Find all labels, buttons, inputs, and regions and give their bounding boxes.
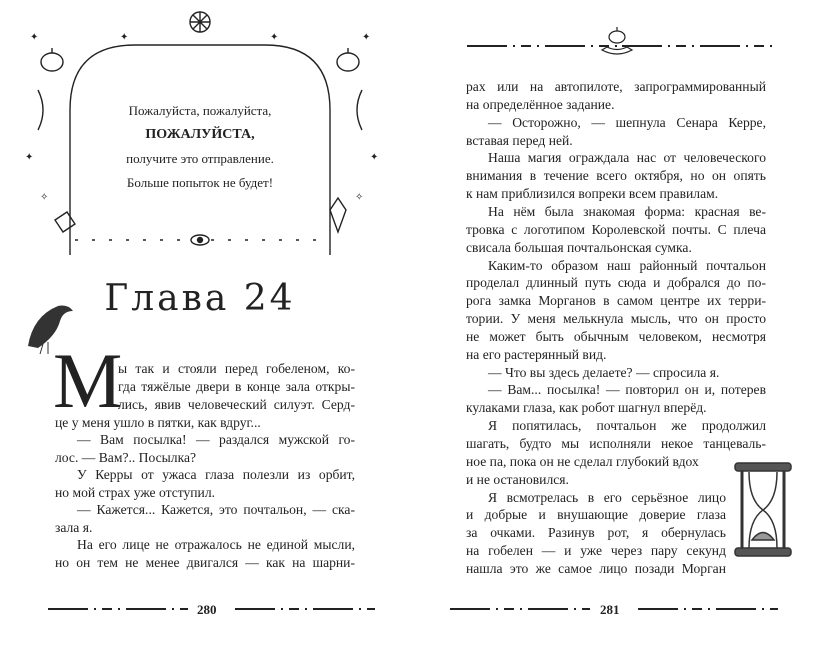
text-line: ное па, пока он не сделал глубокий вдох — [466, 453, 699, 469]
text-line: це у меня ушло в пятки, как вдруг... — [55, 415, 261, 430]
svg-text:✦: ✦ — [25, 152, 34, 163]
svg-text:✧: ✧ — [355, 192, 364, 203]
page-number: 280 — [197, 602, 217, 617]
svg-text:✦: ✦ — [30, 32, 39, 43]
drop-cap: М — [53, 337, 123, 424]
text-line: Каким-то образом наш районный почтальон — [488, 257, 766, 273]
text-line: рога замка Морганов в самом центре их терри- — [466, 293, 766, 309]
text-line: У Керры от ужаса глаза полезли из орбит, — [77, 467, 355, 482]
text-line: Я всмотрелась в его серьёзное лицо — [488, 489, 726, 505]
text-line: на определённое задание. — [466, 96, 615, 112]
text-line: лись, явив человеческий силуэт. Серд- — [118, 397, 355, 412]
text-line: тории. У меня мелькнула мысль, что он просто — [466, 311, 766, 327]
footer-ornament — [48, 604, 188, 614]
frame-text-line: Больше попыток не будет! — [126, 175, 274, 190]
text-line: — Что вы здесь делаете? — спросила я. — [488, 364, 720, 380]
text-line: Наша магия ограждала нас от человеческого — [488, 150, 766, 166]
text-line: свисала большая почтальонская сумка. — [466, 239, 692, 255]
text-line: — Осторожно, — шепнула Сенара Керре, — [488, 114, 766, 130]
frame-text-line: получите это отправление. — [126, 151, 274, 166]
text-line: зала я. — [55, 520, 93, 535]
svg-text:✦: ✦ — [370, 152, 379, 163]
text-line: за очками. Разинув рот, я обернулась — [466, 525, 726, 541]
footer-ornament — [450, 604, 590, 614]
text-line: — Кажется... Кажется, это почтальон, — ска- — [77, 502, 355, 517]
text-line: нашла это же самое лицо позади Морган — [466, 560, 726, 576]
text-line: на гобелен — и уже через пару секунд — [466, 543, 726, 559]
text-line: и добрые и внушающие доверие глаза — [466, 507, 726, 523]
chapter-title: Глава 24 — [104, 278, 296, 319]
text-line: внимания в течение всего октября, но он опять — [466, 168, 766, 184]
text-line: и не остановился. — [466, 471, 569, 487]
text-line: шагать, будто мы исполняли некое танцеваль- — [466, 436, 766, 451]
ornament-divider — [622, 41, 772, 51]
svg-text:✦: ✦ — [270, 32, 279, 43]
footer-ornament — [235, 604, 375, 614]
svg-text:✦: ✦ — [362, 32, 371, 43]
text-line: — Вам... посылка! — повторил он и, потерев — [488, 382, 766, 398]
text-line: тровка с логотипом Королевской почты. С плеча — [466, 221, 766, 237]
footer-ornament — [638, 604, 778, 614]
frame-text-line: Пожалуйста, пожалуйста, — [128, 103, 272, 118]
page-number: 281 — [600, 602, 620, 617]
svg-text:✧: ✧ — [40, 192, 49, 203]
text-line: На нём была знакомая форма: красная ве- — [488, 203, 766, 219]
svg-text:✦: ✦ — [120, 32, 129, 43]
text-line: — Вам посылка! — раздался мужской го- — [77, 432, 355, 447]
ornament-divider — [467, 41, 617, 51]
text-line: кулаками глаза, как робот шагнул вперёд. — [466, 400, 707, 416]
text-line: к нам приблизился вопреки всем правилам. — [466, 186, 719, 202]
text-line: вставая перед ней. — [466, 132, 573, 148]
text-line: проделал длинный путь сюда и добрался до по- — [466, 275, 766, 291]
text-line: гда тяжёлые двери в конце зала откры- — [118, 379, 355, 394]
text-line: На его лице не отражалось не единой мысли, — [77, 537, 355, 552]
frame-text-line-bold: ПОЖАЛУЙСТА, — [145, 127, 255, 142]
text-line: но он тем не менее двигался — как на шарни- — [55, 555, 355, 570]
text-line: не может быть обычным человеком, несмотря — [466, 328, 766, 344]
hourglass-illustration — [732, 460, 794, 560]
text-line: лос. — Вам?.. Посылка? — [55, 450, 197, 465]
text-line: на его растерянный вид. — [466, 346, 607, 362]
text-line: но мой страх уже отступил. — [55, 485, 216, 500]
text-line: рах или на автопилоте, запрограммированный — [466, 79, 766, 94]
text-line: Я попятилась, почтальон же продолжил — [488, 418, 766, 434]
text-line: ы так и стояли перед гобеленом, ко- — [118, 361, 355, 376]
